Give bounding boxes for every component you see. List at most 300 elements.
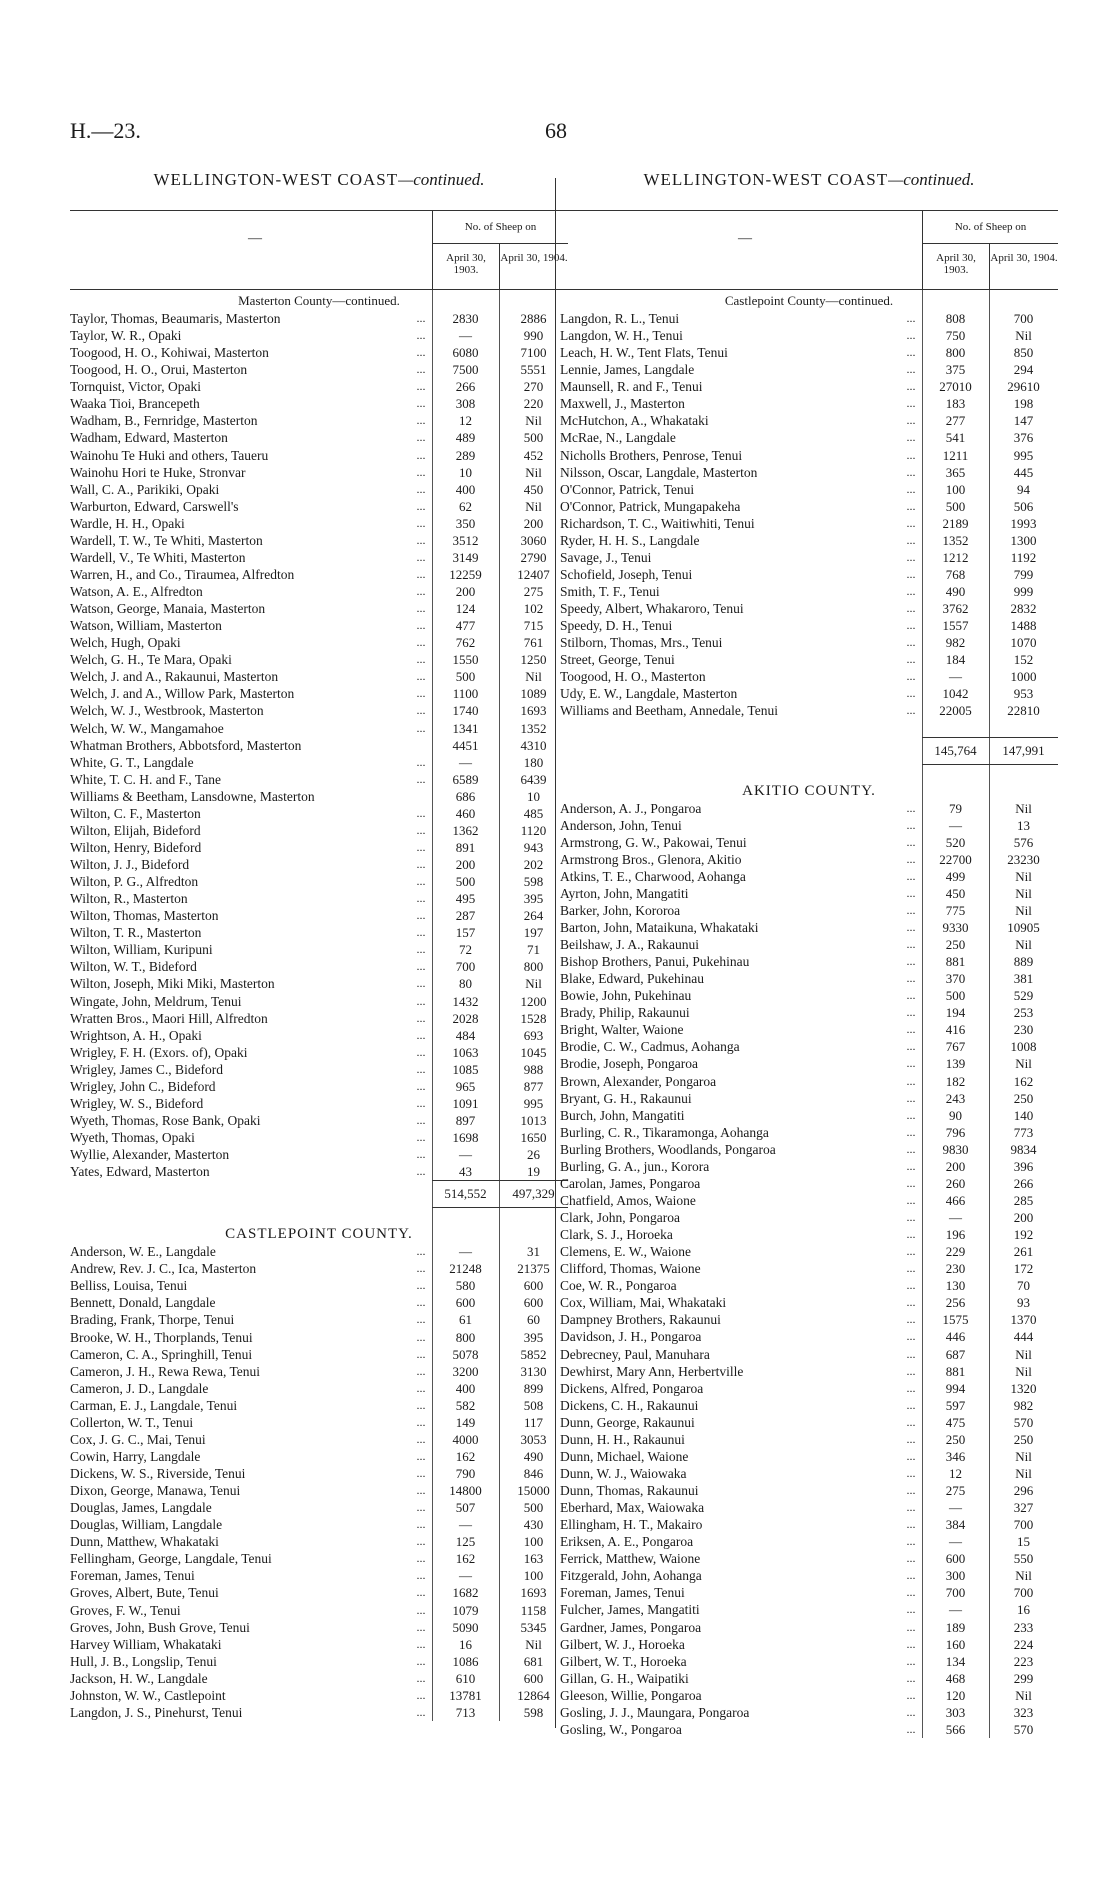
table-row [70,1294,568,1311]
owner-name: Udy, E. W., Langdale, Masterton [560,686,738,702]
sheep-1903: — [949,1602,962,1618]
table-row [560,1311,1058,1328]
sheep-1904: 294 [1013,362,1034,378]
table-row [70,873,568,890]
sheep-1904: Nil [1015,1465,1032,1481]
table-row [70,1482,568,1499]
sheep-1904: 192 [1013,1227,1034,1243]
header-group: No. of Sheep on [922,211,1058,244]
sheep-1903: 800 [945,345,966,361]
sheep-1903: 3762 [942,601,969,617]
table-row [70,447,568,464]
left-column [70,170,568,1721]
table-row [70,310,568,327]
leader-dots: ... [416,839,426,854]
leader-dots: ... [416,1448,426,1463]
sheep-1903: 1100 [452,686,479,702]
leader-dots: ... [906,1124,916,1139]
table-row [70,1567,568,1584]
leader-dots: ... [416,1380,426,1395]
table-row [560,1004,1058,1021]
leader-dots: ... [416,959,426,974]
table-row [560,1448,1058,1465]
owner-name: White, T. C. H. and F., Tane [70,771,221,787]
sheep-1903: 384 [945,1517,966,1533]
leader-dots: ... [416,908,426,923]
sheep-1903: 800 [455,1329,476,1345]
header-1903: April 30, 1903. [922,244,989,289]
owner-name: Carman, E. J., Langdale, Tenui [70,1397,238,1413]
owner-name: Barton, John, Mataikuna, Whakataki [560,919,759,935]
leader-dots: ... [906,1073,916,1088]
sheep-1903: 994 [945,1380,966,1396]
sheep-1903: 965 [455,1078,476,1094]
owner-name: Dickens, C. H., Rakaunui [560,1397,699,1413]
owner-name: Brady, Philip, Rakaunui [560,1005,690,1021]
table-row [560,1277,1058,1294]
sheep-1904: 200 [523,515,544,531]
owner-name: Clark, S. J., Horoeka [560,1227,673,1243]
sheep-1903: 700 [455,959,476,975]
sheep-1904: 266 [1013,1175,1034,1191]
owner-name: Langdon, J. S., Pinehurst, Tenui [70,1704,243,1720]
owner-name: Whatman Brothers, Abbotsford, Masterton [70,737,302,753]
sheep-1903: 450 [945,885,966,901]
leader-dots: ... [416,498,426,513]
sheep-1903: 365 [945,464,966,480]
owner-name: Dickens, Alfred, Pongaroa [560,1380,704,1396]
owner-name: Ferrick, Matthew, Waione [560,1551,701,1567]
owner-name: Gardner, James, Pongaroa [560,1619,702,1635]
owner-name: Wrigley, James C., Bideford [70,1061,224,1077]
sheep-1903: 100 [945,481,966,497]
sheep-1904: 94 [1017,481,1030,497]
sheep-1903: 12 [949,1465,962,1481]
table-row [560,412,1058,429]
leader-dots: ... [906,635,916,650]
sheep-1903: 12 [459,413,472,429]
table-row [560,919,1058,936]
sheep-1904: 19 [527,1164,540,1180]
sheep-1904: 995 [523,1095,544,1111]
sheep-1904: Nil [1015,1568,1032,1584]
sheep-1904: 452 [523,447,544,463]
leader-dots: ... [416,601,426,616]
sheep-1903: 610 [455,1670,476,1686]
leader-dots: ... [906,885,916,900]
sheep-1904: Nil [525,413,542,429]
leader-dots: ... [416,1244,426,1259]
sheep-1904: 1352 [520,720,547,736]
owner-name: Fitzgerald, John, Aohanga [560,1568,702,1584]
leader-dots: ... [906,1534,916,1549]
leader-dots: ... [906,1397,916,1412]
table-row [70,856,568,873]
leader-dots: ... [906,618,916,633]
sheep-1904: 943 [523,839,544,855]
leader-dots: ... [416,566,426,581]
leader-dots: ... [416,362,426,377]
sheep-1903: 229 [945,1244,966,1260]
sheep-1904: 261 [1013,1244,1034,1260]
table-row [70,941,568,958]
sheep-1904: 1158 [520,1602,547,1618]
leader-dots: ... [906,601,916,616]
table-row [70,1243,568,1260]
table-row [70,412,568,429]
owner-name: Lennie, James, Langdale [560,362,695,378]
table-row [70,839,568,856]
table-row [70,958,568,975]
sheep-1903: 5090 [452,1619,479,1635]
leader-dots: ... [906,566,916,581]
sheep-1903: 1341 [452,720,479,736]
sheep-1903: 775 [945,902,966,918]
owner-name: O'Connor, Patrick, Tenui [560,481,695,497]
owner-name: Welch, J. and A., Rakaunui, Masterton [70,669,279,685]
leader-dots: ... [906,851,916,866]
leader-dots: ... [906,464,916,479]
leader-dots: ... [906,549,916,564]
sheep-1903: 500 [945,988,966,1004]
sheep-1904: 250 [1013,1431,1034,1447]
sheep-1903: 200 [455,857,476,872]
leader-dots: ... [416,413,426,428]
table-row [560,1192,1058,1209]
leader-dots: ... [906,311,916,325]
leader-dots: ... [416,720,426,735]
sheep-1904: 982 [1013,1397,1034,1413]
sheep-1904: 700 [1013,1585,1034,1601]
owner-name: Warburton, Edward, Carswell's [70,498,239,514]
sheep-1903: 1352 [942,532,969,548]
owner-name: Collerton, W. T., Tenui [70,1414,194,1430]
sheep-1904: 102 [523,601,544,617]
owner-name: Wilton, J. J., Bideford [70,857,190,872]
owner-name: Wadham, B., Fernridge, Masterton [70,413,258,429]
sheep-1904: 7100 [520,345,547,361]
right-column [560,170,1058,1738]
owner-name: Dunn, George, Rakaunui [560,1414,695,1430]
sheep-1904: 1693 [520,1585,547,1601]
leader-dots: ... [416,532,426,547]
table-row [70,1277,568,1294]
owner-name: Burling, G. A., jun., Korora [560,1158,710,1174]
table-row [70,1044,568,1061]
owner-name: Wrigley, John C., Bideford [70,1078,216,1094]
table-row [560,429,1058,446]
table-row [560,617,1058,634]
sheep-1904: 323 [1013,1704,1034,1720]
total-1904: 147,991 [989,737,1058,765]
leader-dots: ... [416,754,426,769]
sheep-1904: Nil [1015,902,1032,918]
sheep-1904: 202 [523,857,544,872]
sheep-1903: 14800 [449,1483,482,1499]
sheep-1903: 27010 [939,379,972,395]
leader-dots: ... [416,1585,426,1600]
sheep-1904: 60 [527,1312,540,1328]
leader-dots: ... [906,971,916,986]
leader-dots: ... [416,703,426,718]
sheep-1903: 43 [459,1164,472,1180]
sheep-1903: 350 [455,515,476,531]
owner-name: Douglas, James, Langdale [70,1500,212,1516]
sheep-1903: 796 [945,1124,966,1140]
table-row [560,481,1058,498]
sheep-1903: 277 [945,413,966,429]
owner-name: Gosling, J. J., Maungara, Pongaroa [560,1704,750,1720]
table-row [70,549,568,566]
sheep-1903: 3149 [452,549,479,565]
owner-name: Yates, Edward, Masterton [70,1164,210,1180]
leader-dots: ... [906,988,916,1003]
owner-name: O'Connor, Patrick, Mungapakeha [560,498,741,514]
sheep-1904: 550 [1013,1551,1034,1567]
sheep-1903: 80 [459,976,472,992]
sheep-1903: 200 [455,584,476,599]
owner-name: Wilton, T. R., Masterton [70,925,202,941]
sheep-1904: 953 [1013,686,1034,702]
table-row [70,1163,568,1180]
sheep-1903: 250 [945,937,966,952]
sheep-1904: Nil [1015,1346,1032,1362]
leader-dots: ... [906,515,916,530]
sheep-1903: 196 [945,1227,966,1243]
leader-dots: ... [416,652,426,667]
sheep-1904: 1070 [1010,635,1037,651]
sheep-1903: 266 [455,379,476,395]
sheep-1904: 799 [1013,566,1034,582]
sheep-1903: — [459,754,472,770]
section-heading: Masterton County—continued. [238,293,400,308]
sheep-1904: 140 [1013,1107,1034,1123]
owner-name: McRae, N., Langdale [560,430,676,446]
sheep-1903: 790 [455,1466,476,1481]
table-row [70,1311,568,1328]
sheep-1903: 184 [945,652,966,668]
sheep-1904: 570 [1013,1721,1034,1737]
header-1904: April 30, 1904. [989,244,1058,289]
leader-dots: ... [416,1534,426,1549]
leader-dots: ... [906,937,916,951]
sheep-1903: 3200 [452,1363,479,1379]
table-row [560,1175,1058,1192]
sheep-1903: 1575 [942,1312,969,1328]
leader-dots: ... [416,1363,426,1378]
owner-name: Wingate, John, Meldrum, Tenui [70,993,242,1009]
leader-dots: ... [906,481,916,496]
owner-name: Davidson, J. H., Pongaroa [560,1329,702,1345]
leader-dots: ... [906,379,916,394]
sheep-1903: 500 [455,874,476,890]
sheep-1904: 1008 [1010,1039,1037,1055]
sheep-1904: 598 [523,874,544,890]
owner-name: Wyeth, Thomas, Rose Bank, Opaki [70,1112,261,1128]
table-row [560,668,1058,685]
owner-name: Bryant, G. H., Rakaunui [560,1090,692,1106]
leader-dots: ... [906,1261,916,1276]
owner-name: Eberhard, Max, Waiowaka [560,1500,705,1516]
sheep-1903: 22005 [939,703,972,719]
sheep-1904: 26 [527,1147,540,1163]
owner-name: Blake, Edward, Pukehinau [560,971,704,987]
table-row [560,987,1058,1004]
sheep-1903: 250 [945,1431,966,1447]
owner-name: Belliss, Louisa, Tenui [70,1278,188,1294]
table-row [70,1448,568,1465]
sheep-1903: 22700 [939,851,972,867]
sheep-1904: 1320 [1010,1380,1037,1396]
owner-name: Brading, Frank, Thorpe, Tenui [70,1312,235,1328]
sheep-1903: 72 [459,942,472,958]
sheep-1903: 256 [945,1295,966,1311]
leader-dots: ... [906,817,916,832]
owner-name: Dunn, H. H., Rakaunui [560,1431,685,1447]
leader-dots: ... [906,669,916,684]
sheep-1903: 160 [945,1636,966,1652]
leader-dots: ... [906,1363,916,1378]
sheep-1904: 253 [1013,1005,1034,1021]
leader-dots: ... [906,1517,916,1532]
leader-dots: ... [906,1175,916,1190]
owner-name: Harvey William, Whakataki [70,1636,222,1652]
sheep-1904: 162 [1013,1073,1034,1089]
sheep-1903: 750 [945,328,966,344]
table-row [560,1090,1058,1107]
sheep-1903: 768 [945,566,966,582]
leader-dots: ... [416,430,426,445]
sheep-1904: 100 [523,1568,544,1584]
sheep-1904: 29610 [1007,379,1040,395]
table-row [560,702,1058,719]
sheep-1904: 600 [523,1670,544,1686]
sheep-1903: 1682 [452,1585,479,1601]
sheep-1903: 566 [945,1721,966,1737]
leader-dots: ... [906,1380,916,1395]
leader-dots: ... [416,1044,426,1059]
leader-dots: ... [416,805,426,820]
table-row [70,532,568,549]
owner-name: Clifford, Thomas, Waione [560,1261,701,1277]
sheep-1903: 21248 [449,1261,482,1277]
owner-name: Gilbert, W. J., Horoeka [560,1636,685,1652]
leader-dots: ... [416,942,426,957]
table-row [70,771,568,788]
table-body [560,290,1058,1738]
sheep-1904: Nil [1015,937,1032,952]
leader-dots: ... [416,1500,426,1515]
leader-dots: ... [416,1704,426,1719]
sheep-1904: Nil [525,464,542,480]
table-row [560,1209,1058,1226]
sheep-1903: 149 [455,1414,476,1430]
header-group: No. of Sheep on [432,211,568,244]
table-row [560,532,1058,549]
table-row [70,651,568,668]
sheep-1903: 600 [455,1295,476,1311]
table-row [560,327,1058,344]
owner-name: Williams & Beetham, Lansdowne, Masterton [70,788,315,804]
sheep-1904: 576 [1013,834,1034,850]
sheep-1904: 1300 [1010,532,1037,548]
sheep-1904: 506 [1013,498,1034,514]
table-row [560,1465,1058,1482]
table-row [560,1550,1058,1567]
table-row [70,498,568,515]
sheep-1903: 484 [455,1027,476,1043]
leader-dots: ... [416,1397,426,1412]
owner-name: Atkins, T. E., Charwood, Aohanga [560,868,746,884]
sheep-1903: 10 [459,464,472,480]
owner-name: Dampney Brothers, Rakaunui [560,1312,721,1328]
sheep-1904: 233 [1013,1619,1034,1635]
sheep-1903: 182 [945,1073,966,1089]
table-row [560,1107,1058,1124]
owner-name: Wardell, V., Te Whiti, Masterton [70,549,246,565]
leader-dots: ... [906,584,916,598]
sheep-1903: 79 [949,800,962,816]
table-row [560,851,1058,868]
table-row [70,890,568,907]
leader-dots: ... [416,1466,426,1480]
sheep-1904: 761 [523,635,544,651]
sheep-1904: 1200 [520,993,547,1009]
sheep-1903: 230 [945,1261,966,1277]
table-body [70,290,568,1721]
owner-name: Armstrong Bros., Glenora, Akitio [560,851,742,867]
table-row [560,1619,1058,1636]
leader-dots: ... [416,1295,426,1310]
sheep-1904: 490 [523,1448,544,1464]
table-row [560,1601,1058,1618]
sheep-1903: 1063 [452,1044,479,1060]
title-continued: —continued. [398,170,485,189]
table-row [560,464,1058,481]
table-row [560,800,1058,817]
sheep-1904: 1013 [520,1112,547,1128]
table-row [70,1363,568,1380]
owner-name: Anderson, W. E., Langdale [70,1244,216,1260]
sheep-1903: 9330 [942,919,969,935]
spacer [560,763,1058,780]
sheep-1903: 243 [945,1090,966,1106]
sheep-1904: 12407 [517,566,550,582]
sheep-1903: 5078 [452,1346,479,1362]
owner-name: Savage, J., Tenui [560,549,652,565]
sheep-1903: 891 [455,839,476,855]
sheep-1903: 477 [455,618,476,634]
owner-name: White, G. T., Langdale [70,754,194,770]
owner-name: Cameron, J. H., Rewa Rewa, Tenui [70,1363,261,1379]
sheep-1904: 220 [523,396,544,412]
owner-name: Dunn, Michael, Waione [560,1448,689,1464]
column-title [560,170,1058,192]
title-main: WELLINGTON-WEST COAST [153,170,399,189]
sheep-1903: 139 [945,1056,966,1072]
sheep-1904: 3060 [520,532,547,548]
leader-dots: ... [906,1431,916,1446]
table-row [560,1653,1058,1670]
leader-dots: ... [906,1551,916,1566]
sheep-1903: 1211 [942,447,969,463]
table-row [560,515,1058,532]
leader-dots: ... [906,1448,916,1463]
sheep-1904: 117 [523,1414,544,1430]
table-row [70,1146,568,1163]
leader-dots: ... [906,1278,916,1293]
page-series: H.—23. [70,118,141,143]
